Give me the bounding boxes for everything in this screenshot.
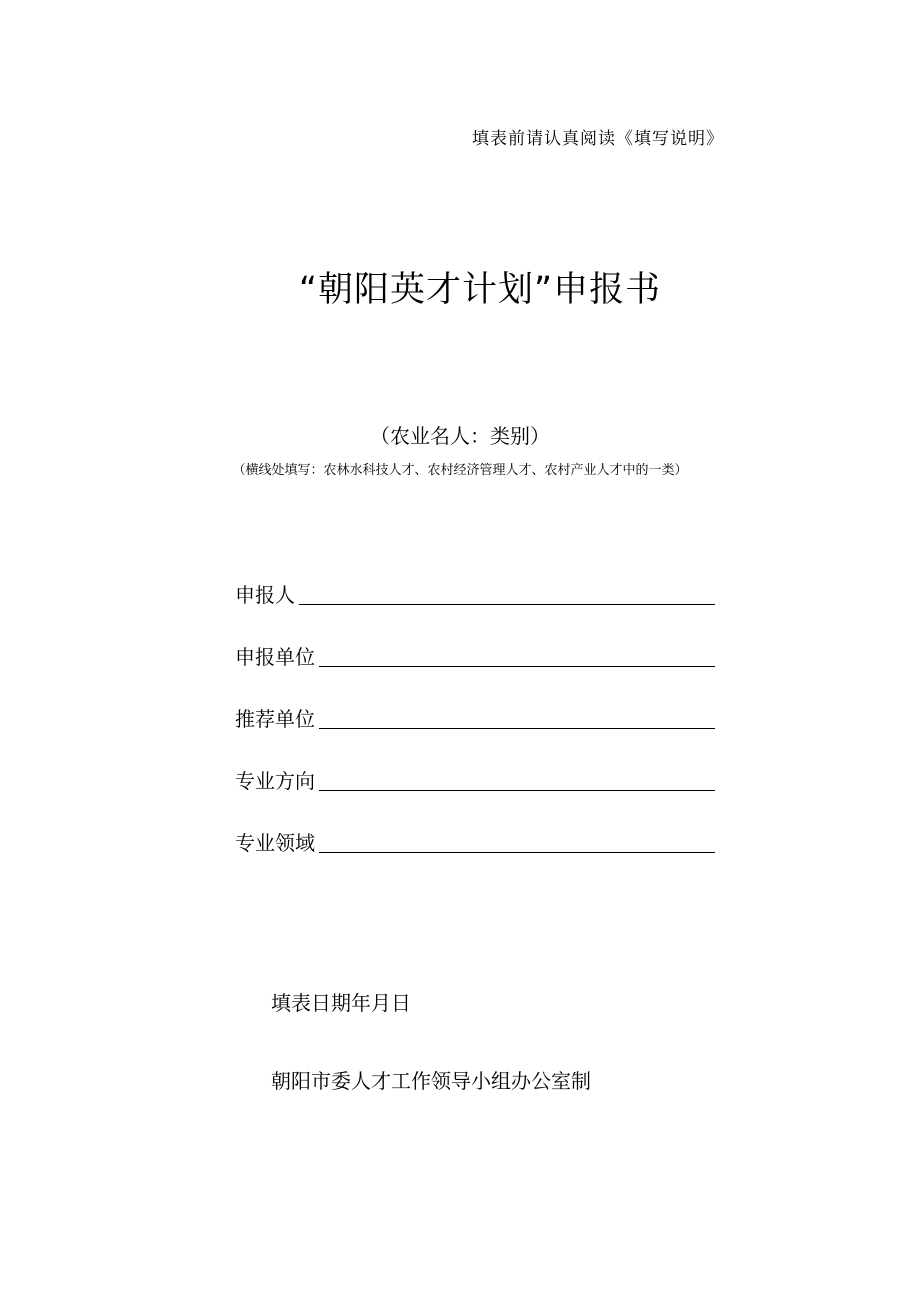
specialty-field-field — [235, 825, 715, 855]
issuer-label: 朝阳市委人才工作领导小组办公室制 — [271, 1069, 591, 1093]
category-heading: （农业名人：类别） — [370, 424, 550, 448]
specialty-direction-field — [235, 763, 715, 793]
fill-date-label: 填表日期年月日 — [271, 991, 411, 1015]
specialty-field-label: 专业领域 — [235, 831, 315, 855]
applicant-field — [235, 577, 715, 607]
applicant-unit-field — [235, 639, 715, 669]
specialty-direction-label: 专业方向 — [235, 769, 315, 793]
applicant-input-line[interactable] — [299, 580, 715, 605]
recommending-unit-label: 推荐单位 — [235, 707, 315, 731]
specialty-field-input-line[interactable] — [319, 828, 715, 853]
category-note: （横线处填写：农林水科技人才、农村经济管理人才、农村产业人才中的一类） — [232, 463, 688, 478]
fill-instructions-notice: 填表前请认真阅读《填写说明》 — [472, 129, 724, 149]
applicant-unit-label: 申报单位 — [235, 645, 315, 669]
applicant-label: 申报人 — [235, 583, 295, 607]
recommending-unit-field — [235, 701, 715, 731]
applicant-unit-input-line[interactable] — [319, 642, 715, 667]
document-title: “朝阳英才计划”申报书 — [298, 270, 662, 310]
specialty-direction-input-line[interactable] — [319, 766, 715, 791]
recommending-unit-input-line[interactable] — [319, 704, 715, 729]
